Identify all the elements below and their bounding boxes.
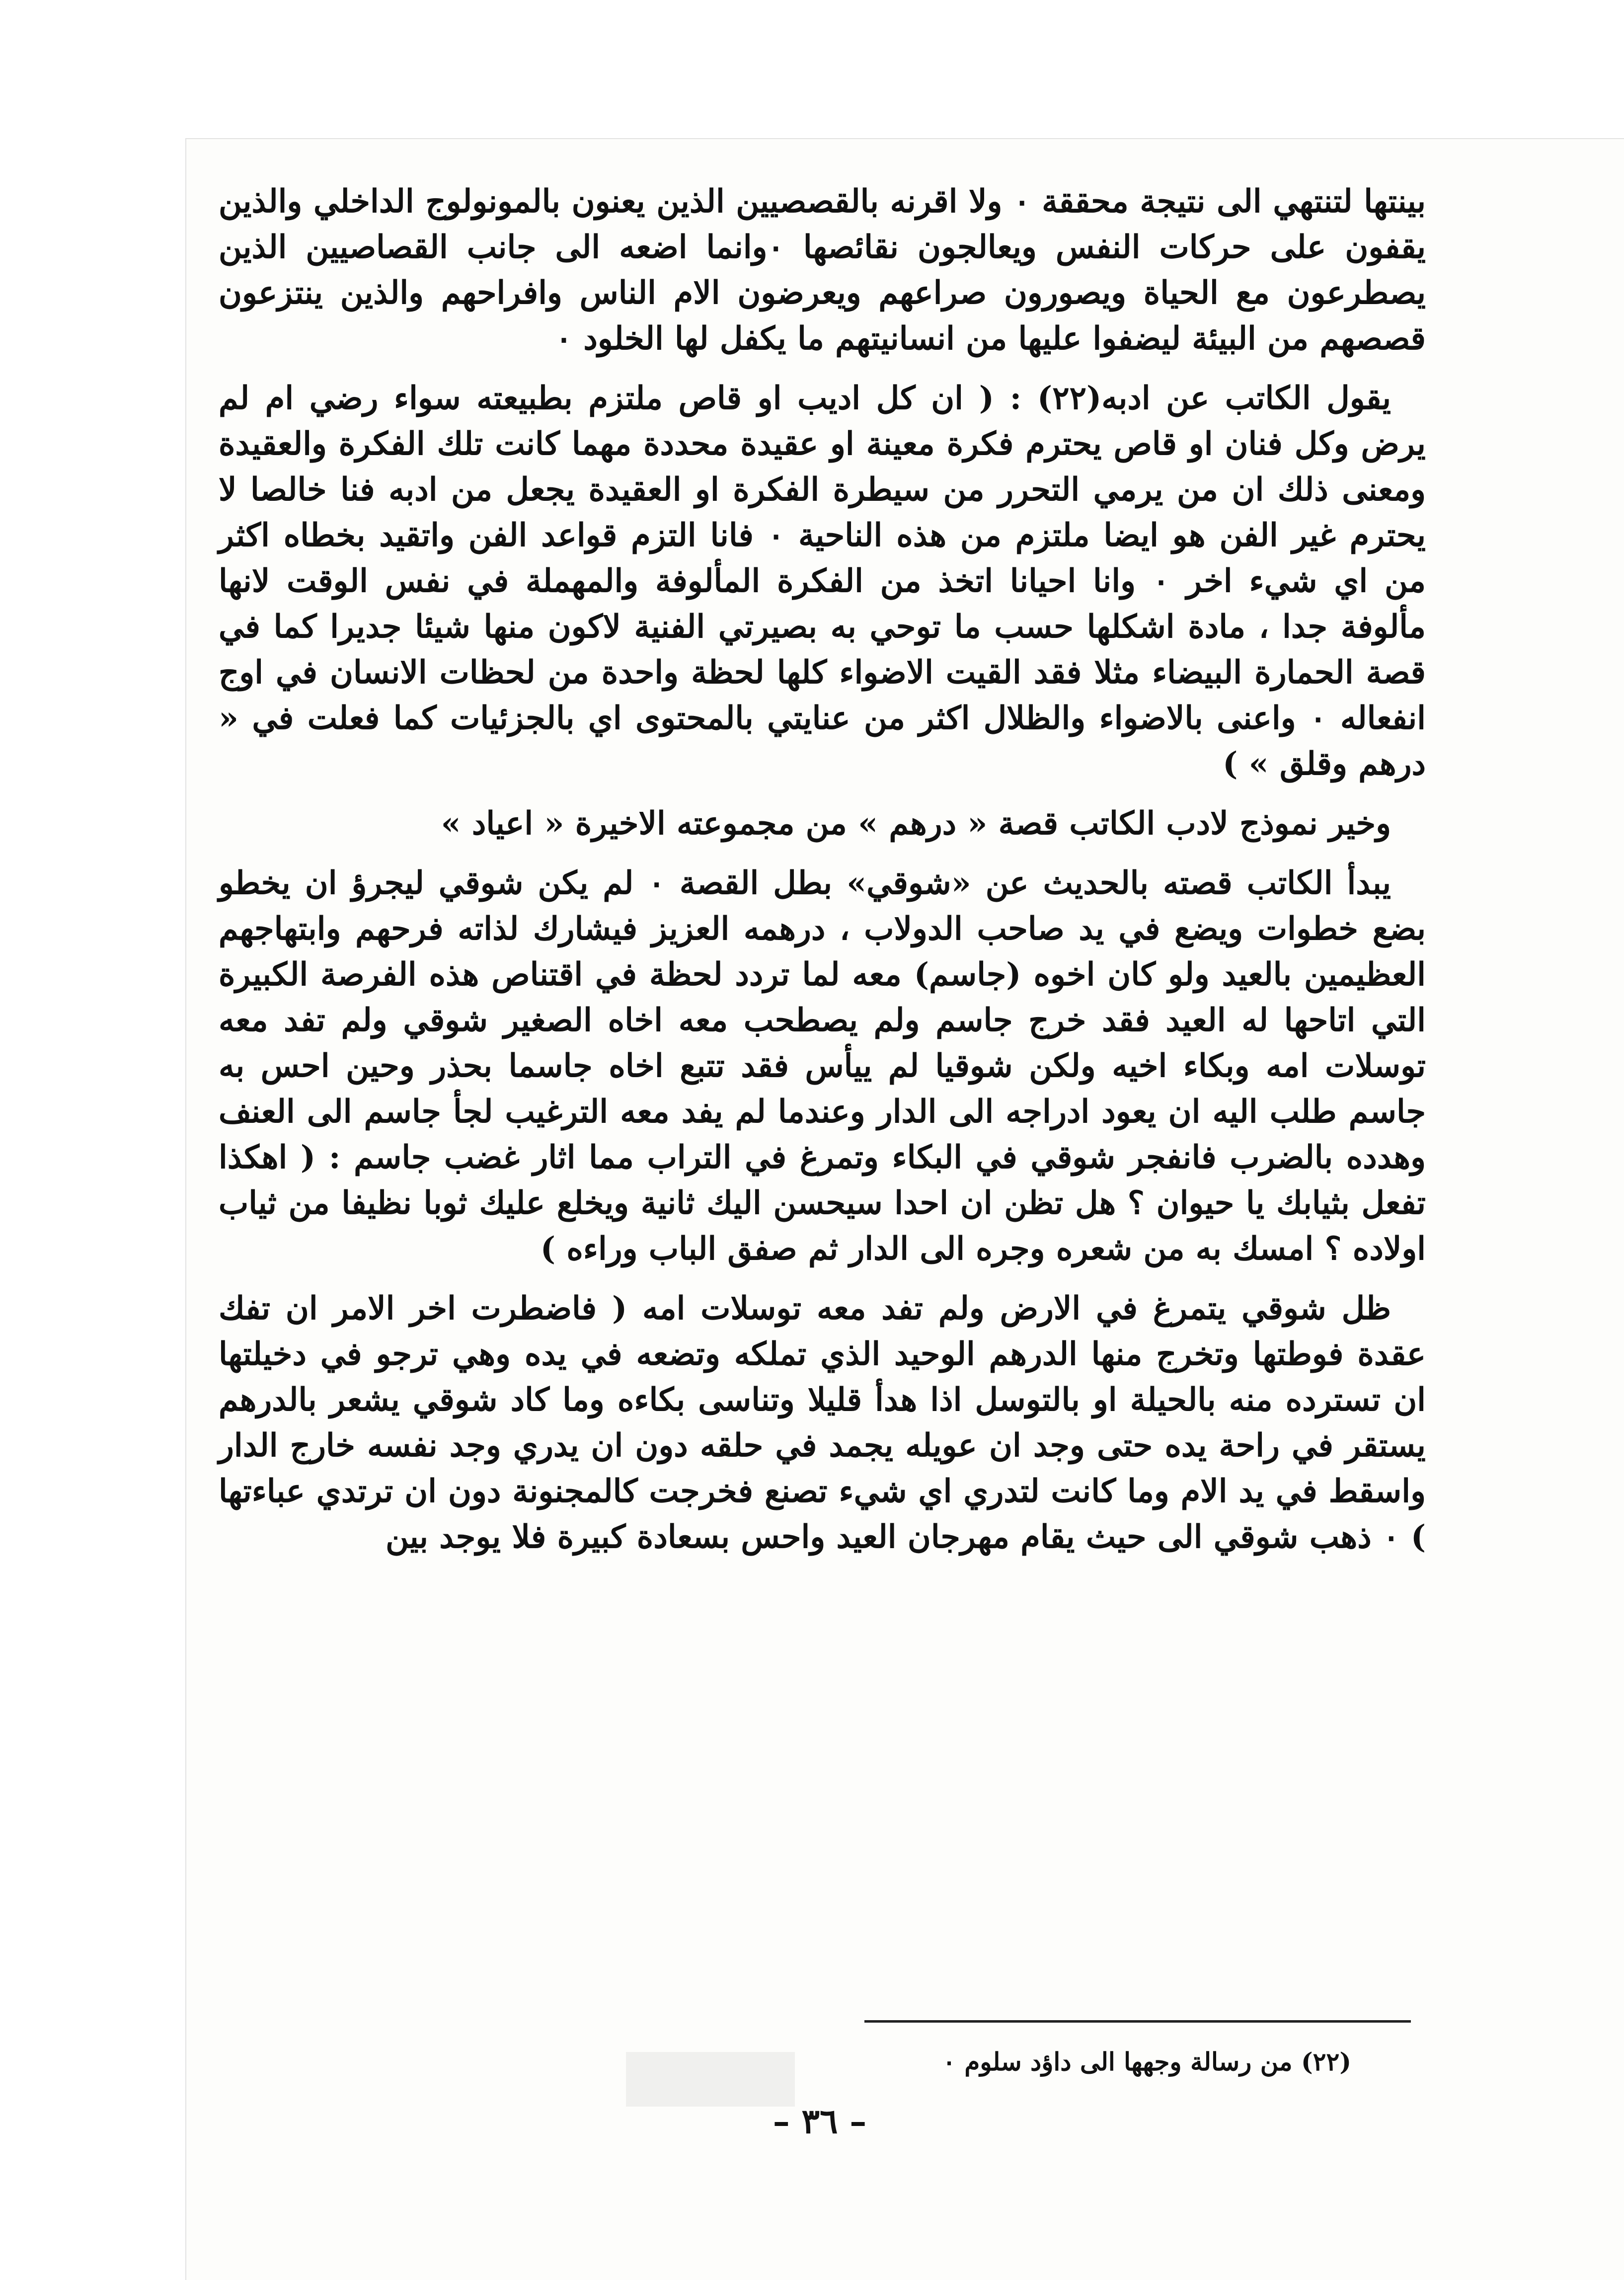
paragraph-2: يقول الكاتب عن ادبه(٢٢) : ( ان كل اديب او قاص ملتزم بطبيعته سواء رضي ام لم يرض وكل فنان او قاص يحترم فكرة معينة او عقيدة محددة مهما كانت تلك الفكرة والعقيدة ومعنى ذلك ان من يرمي التحرر من سيطرة الفكرة او العقيدة يجعل من ادبه فنا خالصا لا يحترم غير الفن هو ايضا ملتزم من هذه الناحية ٠ فانا التزم قواعد الفن واتقيد بخطاه اكثر من اي شيء اخر ٠ وانا احيانا اتخذ من الفكرة المألوفة والمهملة في نفس الوقت لانها مألوفة جدا ، مادة اشكلها حسب ما توحي به بصيرتي الفنية لاكون منها شيئا جديرا كما في قصة الحمارة البيضاء مثلا فقد القيت الاضواء كلها لحظة واحدة من لحظات الانسان في اوج انفعاله ٠ واعنى بالاضواء والظلال اكثر من عنايتي بالمحتوى اي بالجزئيات كما فعلت في « درهم وقلق » ) (219, 380, 1426, 783)
body-text (219, 179, 1426, 1574)
paragraph-5: ظل شوقي يتمرغ في الارض ولم تفد معه توسلات امه ( فاضطرت اخر الامر ان تفك عقدة فوطتها وتخرج منها الدرهم الوحيد الذي تملكه وتضعه في يده وهي ترجو في دخيلتها ان تسترده منه بالحيلة او بالتوسل اذا هدأ قليلا وتناسى بكاءه وما كاد شوقي يشعر بالدرهم يستقر في راحة يده حتى وجد ان عويله يجمد في حلقه دون ان يدري وجد نفسه خارج الدار واسقط في يد الام وما كانت لتدري اي شيء تصنع فخرجت كالمجنونة دون ان ترتدي عباءتها ) ٠ ذهب شوقي الى حيث يقام مهرجان العيد واحس بسعادة كبيرة فلا يوجد بين (219, 1290, 1426, 1556)
paragraph-1: بينتها لتنتهي الى نتيجة محققة ٠ ولا اقرنه بالقصصيين الذين يعنون بالمونولوج الداخلي والذين يقفون على حركات النفس ويعالجون نقائصها ٠وانما اضعه الى جانب القصاصيين الذين يصطرعون مع الحياة ويصورون صراعهم ويعرضون الام الناس وافراحهم والذين ينتزعون قصصهم من البيئة ليضفوا عليها من انسانيتهم ما يكفل لها الخلود ٠ (219, 183, 1426, 357)
footnote: (٢٢) من رسالة وجهها الى داؤد سلوم ٠ (942, 2047, 1351, 2076)
footnote-divider (864, 2020, 1411, 2023)
paragraph-3: وخير نموذج لادب الكاتب قصة « درهم » من مجموعته الاخيرة « اعياد » (441, 805, 1391, 842)
page-number: – ٣٦ – (773, 2102, 867, 2141)
paragraph-4: يبدأ الكاتب قصته بالحديث عن «شوقي» بطل القصة ٠ لم يكن شوقي ليجرؤ ان يخطو بضع خطوات ويضع في يد صاحب الدولاب ، درهمه العزيز فيشارك لذاته فرحهم وابتهاجهم العظيمين بالعيد ولو كان اخوه (جاسم) معه لما تردد لحظة في اقتناص هذه الفرصة الكبيرة التي اتاحها له العيد فقد خرج جاسم ولم يصطحب معه اخاه الصغير شوقي ولم تفد معه توسلات امه وبكاء اخيه ولكن شوقيا لم ييأس فقد تتبع اخاه جاسما بحذر وحين احس به جاسم طلب اليه ان يعود ادراجه الى الدار وعندما لم يفد معه الترغيب لجأ جاسم الى العنف وهدده بالضرب فانفجر شوقي في البكاء وتمرغ في التراب مما اثار غضب جاسم : ( اهكذا تفعل بثيابك يا حيوان ؟ هل تظن ان احدا سيحسن اليك ثانية ويخلع عليك ثوبا نظيفا من ثياب اولاده ؟ امسك به من شعره وجره الى الدار ثم صفق الباب وراءه ) (219, 865, 1426, 1267)
